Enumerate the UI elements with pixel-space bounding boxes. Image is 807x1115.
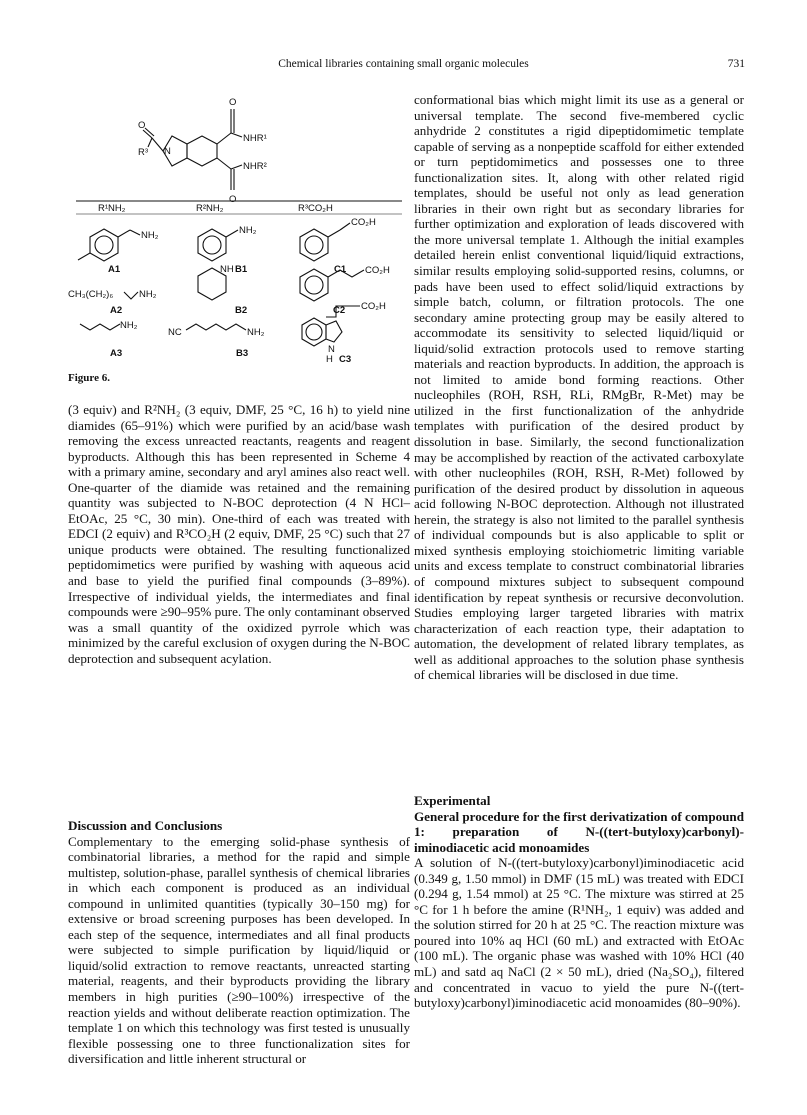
a2-formula: CH₃(CH₂)₆ xyxy=(68,289,114,300)
b1-benzene-ring xyxy=(198,229,226,261)
b2-label: B2 xyxy=(235,305,248,316)
template-o-top: O xyxy=(229,97,237,108)
b3-amine-group: NH₂ xyxy=(247,327,265,338)
a1-benzene-ring xyxy=(90,229,118,261)
running-title: Chemical libraries containing small organic molecules xyxy=(278,58,529,70)
discussion-section xyxy=(68,818,410,1067)
column-header-r3co2h: R³CO₂H xyxy=(298,203,333,214)
b3-nitrile: NC xyxy=(168,327,182,338)
a2-chain xyxy=(124,292,138,299)
c3-pyrrole-ring xyxy=(326,321,342,342)
a1-amine-group: NH₂ xyxy=(141,230,159,241)
a2-amine-group: NH₂ xyxy=(139,289,157,300)
a3-amine-group: NH₂ xyxy=(120,320,138,331)
cyclohexane-ring xyxy=(187,136,217,166)
c3-acid-group: CO₂H xyxy=(361,301,386,312)
b1-label: B1 xyxy=(235,264,248,275)
reagent-structures xyxy=(68,92,410,384)
body-paragraph: (3 equiv) and R²NH₂ (3 equiv, DMF, 25 °C, 16 h) to yield nine diamides (65–91%) which were purified by an acid/base wash removing the excess unreacted reactants, reagents and reagent byproducts. Although this has been represented in Scheme 4 with a primary amine, secondary and aryl amines also react well. One-quarter of the diamide was retained and the remaining quantity was subjected to N-BOC deprotection (4 N HCl–EtOAc, 25 °C, 30 min). One-third of each was treated with EDCI (2 equiv) and R³CO₂H (2 equiv, DMF, 25 °C) such that 27 unique products were obtained. The resulting functionalized peptidomimetics were purified by washing with aqueous acid and base to yield the purified final compounds (3–89%). Irrespective of individual yields, the intermediates and final compounds were ≥90–95% pure. The only contaminant observed was a small quantity of the oxidized pyrrole which was minimized by the careful exclusion of oxygen during the N-BOC deprotection and subsequent acylation. xyxy=(68,402,410,666)
c2-acid-group: CO₂H xyxy=(365,265,390,276)
c3-n-label: N xyxy=(328,344,335,355)
running-header xyxy=(0,58,807,74)
column-header-r1nh2: R¹NH₂ xyxy=(98,203,126,214)
template-nhr2: NHR² xyxy=(243,161,267,172)
c1-label: C1 xyxy=(334,264,347,275)
a3-chain xyxy=(80,324,120,330)
b2-nh-group: NH xyxy=(220,264,234,275)
body-paragraph: Complementary to the emerging solid-phase synthesis of combinatorial libraries, a method for the rapid and simple multistep, solution-phase, parallel synthesis of chemical libraries in which each component is produced as an individual compound in unlimited quantities (typically 30–150 mg) for extensive or broad screening purposes has been developed. In each step of the sequence, intermediates and all final products were subjected to simple purification by liquid/liquid or liquid/solid extraction to remove reactants, unreacted starting material, reagents, and their byproducts providing the library members in high purities (≥90–100%) irrespective of the reaction yields and without deliberate reaction optimization. The template 1 on which this technology was first tested is unusually flexible possessing one to three functionalization sites for diversification and little inherent structural or xyxy=(68,833,410,1067)
section-heading: Discussion and Conclusions xyxy=(68,818,223,833)
experimental-section xyxy=(414,793,744,1011)
right-column-top xyxy=(414,92,744,683)
c3-label: C3 xyxy=(339,354,352,365)
figure-6-scheme xyxy=(68,92,410,384)
section-heading: Experimental xyxy=(414,793,491,808)
template-o-bottom: O xyxy=(229,194,237,205)
template-r3: R³ xyxy=(138,147,149,158)
column-header-r2nh2: R²NH₂ xyxy=(196,203,224,214)
template-o-left: O xyxy=(138,120,146,131)
c2-label: C2 xyxy=(333,305,346,316)
c2-benzene-ring xyxy=(300,269,328,301)
figure-caption: Figure 6. xyxy=(68,372,110,384)
b3-chain xyxy=(186,324,246,330)
b1-amine-group: NH₂ xyxy=(239,225,257,236)
template-n: N xyxy=(164,146,171,157)
body-paragraph: conformational bias which might limit its use as a general or universal template. The second five-membered cyclic anhydride 2 constitutes a rigid dipeptidomimetic template capable of serving as a nonpeptide scaffold for either extended or turn peptidomimetics and possesses one to three functionalization sites. It, along with other related rigid templates, should be useful not only as lead generation libraries in their own right but as secondary libraries for further optimization and exploration of leads discovered with the more universal template 1. Although the initial examples detailed herein enlist conventional liquid/liquid extractions, similar results employing solid-supported resins, columns, or pads have been used to effect solid/liquid extractions by simple batch, column, or filtration protocols. The one secondary amine protecting group may be easily altered to accommodate its sensitivity to selected liquid/liquid or liquid/solid extraction protocols used to remove starting materials and reaction byproducts. In addition, the approach is not limited to amide bond forming reactions. Other nucleophiles (ROH, RSH, RLi, RMgBr, R-Met) may be utilized in the first functionalization of the anhydride templates with purification of the desired product by dissolution in base. Similarly, the second functionalization may be accomplished by reaction of the activated carboxylate with other nucleophiles (ROH, RSH, R-Met) followed by purification of the desired product by dissolution in aqueous acid following N-BOC deprotection. Although not illustrated herein, the strategy is also not limited to the parallel synthesis of individual compounds but is also applicable to split or mixed synthesis employing stoichiometric limiting variable units and excess template to construct combinatorial libraries of compound mixtures subject to subsequent compound identification by repeat synthesis or recursive deconvolution. Studies employing larger targeted libraries with matrix characterization of each reaction type, their adaptation to automation, the development of related library templates, as well as additional approaches to the solution phase synthesis of chemical libraries will be disclosed in due time. xyxy=(414,92,744,683)
c1-acid-group: CO₂H xyxy=(351,217,376,228)
page-number: 731 xyxy=(727,58,745,70)
a2-label: A2 xyxy=(110,305,123,316)
a1-label: A1 xyxy=(108,264,121,275)
body-paragraph: A solution of N-((tert-butyloxy)carbonyl)iminodiacetic acid (0.349 g, 1.50 mmol) in DMF (15 mL) was treated with EDCI (0.294 g, 1.54 mmol) at 25 °C. The mixture was stirred at 25 °C for 1 h before the amine (R¹NH₂, 1 equiv) was added and the solution stirred for 20 h at 25 °C. The reaction mixture was poured into 10% aq HCl (60 mL) and extracted with EtOAc (100 mL). The organic phase was washed with 10% HCl (40 mL) and satd aq NaCl (2 × 50 mL), dried (Na₂SO₄), filtered and concentrated in vacuo to yield the pure N-((tert-butyloxy)carbonyl)iminodiacetic acid monoamides (80–90%). xyxy=(414,855,744,1011)
b3-label: B3 xyxy=(236,348,249,359)
procedure-title: General procedure for the first derivatization of compound 1: preparation of N-((tert-butyloxy)carbonyl)-iminodiacetic acid monoamides xyxy=(414,808,744,855)
a3-label: A3 xyxy=(110,348,123,359)
left-column-top xyxy=(68,402,410,666)
c3-h-label: H xyxy=(326,354,333,365)
template-nhr1: NHR¹ xyxy=(243,133,267,144)
c1-benzene-ring xyxy=(300,229,328,261)
